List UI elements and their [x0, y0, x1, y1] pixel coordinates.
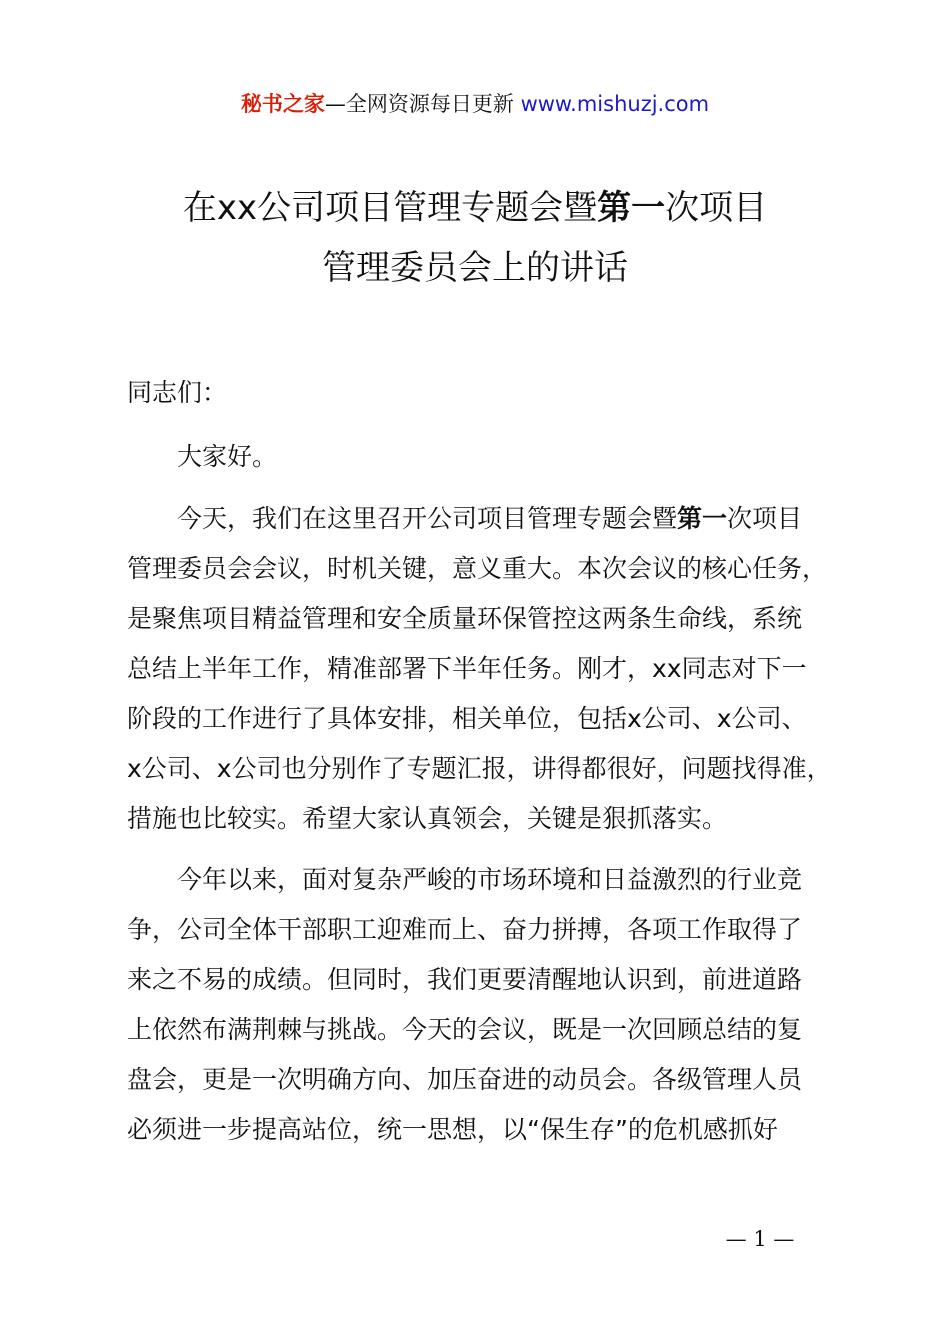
paragraph-1 — [127, 494, 851, 844]
paragraph-1-line: 是聚焦项目精益管理和安全质量环保管控这两条生命线，系统 — [127, 604, 803, 633]
paragraph-1-line — [127, 494, 851, 544]
paragraph-1-line: 措施也比较实。希望大家认真领会，关键是狠抓落实。 — [127, 804, 728, 833]
paragraph-2-line: 来之不易的成绩。但同时，我们更要清醒地认识到，前进道路 — [127, 965, 803, 994]
paragraph-1-line: 阶段的工作进行了具体安排，相关单位，包括x公司、x公司、 — [127, 704, 807, 733]
paragraph-1-line: 总结上半年工作，精准部署下半年任务。刚才，xx同志对下一 — [127, 654, 807, 683]
paragraph-2-line: 必须进一步提高站位，统一思想，以“保生存”的危机感抓好 — [127, 1115, 778, 1144]
title-line-1 — [0, 178, 950, 238]
paragraph-2-line: 争，公司全体干部职工迎难而上、奋力拼搏，各项工作取得了 — [127, 915, 803, 944]
paragraph-1-line: x公司、x公司也分别作了专题汇报，讲得都很好，问题找得准， — [127, 754, 832, 783]
paragraph-2-line: 盘会，更是一次明确方向、加压奋进的动员会。各级管理人员 — [127, 1065, 803, 1094]
page-number: — 1 — — [725, 1227, 795, 1251]
title-line-2: 管理委员会上的讲话 — [322, 248, 628, 288]
title-bold-text: 第一 — [597, 188, 666, 228]
document-title — [0, 178, 950, 298]
greeting — [127, 432, 851, 482]
banner-slogan: —全网资源每日更新 — [324, 92, 514, 116]
paragraph-1-line: 管理委员会会议，时机关键，意义重大。本次会议的核心任务， — [127, 554, 828, 583]
line-text: 今天，我们在这里召开公司项目管理专题会暨 — [177, 504, 678, 533]
salutation — [127, 368, 851, 418]
paragraph-2-line: 今年以来，面对复杂严峻的市场环境和日益激烈的行业竞 — [177, 865, 803, 894]
bold-text: 第一 — [677, 504, 728, 533]
salutation-text: 同志们： — [127, 378, 228, 407]
paragraph-2 — [127, 855, 851, 1155]
paragraph-2-line: 上依然布满荆棘与挑战。今天的会议，既是一次回顾总结的复 — [127, 1015, 803, 1044]
line-text: 次项目 — [727, 504, 803, 533]
title-text: 次项目 — [665, 188, 768, 228]
site-url-link[interactable]: www.mishuzj.com — [520, 92, 710, 116]
site-banner — [0, 86, 950, 122]
title-text: 在xx公司项目管理专题会暨 — [182, 188, 598, 228]
brand-name: 秘书之家 — [240, 92, 325, 116]
greeting-text: 大家好。 — [177, 442, 278, 471]
